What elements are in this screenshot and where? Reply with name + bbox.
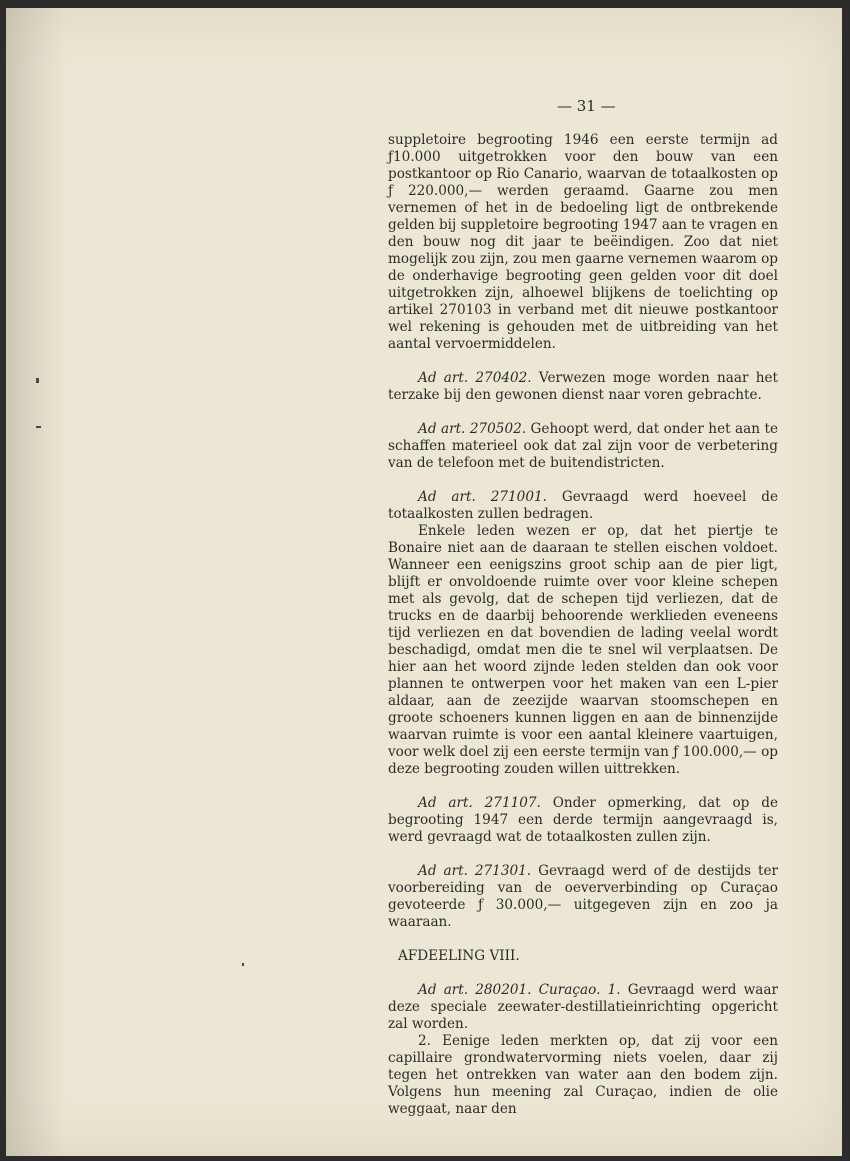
paragraph-1 <box>388 370 778 404</box>
text-column <box>388 132 778 1118</box>
paragraph-text: suppletoire begrooting 1946 een eerste termijn ad ƒ10.000 uitgetrokken voor den bouw van een postkantoor op Rio Canario, waarvan de totaalkosten op ƒ 220.000,— werden geraamd. Gaarne zou men vernemen of het in de bedoeling ligt de ontbrekende gelden bij suppletoire begrooting 1947 aan te vragen en den bouw nog dit jaar te beëindigen. Zoo dat niet mogelijk zou zijn, zou men gaarne vernemen waarom op de onderhavige begrooting geen gelden voor dit doel uitgetrokken zijn, alhoewel blijkens de toelichting op artikel 270103 in verband met dit nieuwe postkantoor wel rekening is gehouden met de uitbreiding van het aantal vervoermiddelen. <box>388 132 778 352</box>
paragraph-text: Enkele leden wezen er op, dat het piertje te Bonaire niet aan de daaraan te stellen eischen voldoet. Wanneer een eenigszins groot schip aan de pier ligt, blijft er onvoldoende ruimte over voor kleine schepen met als gevolg, dat de schepen tijd verliezen, dat de trucks en de daarbij behoorende werklieden eveneens tijd verliezen en dat bovendien de lading veelal wordt beschadigd, omdat men die te snel wil verplaatsen. De hier aan het woord zijnde leden stelden dan ook voor plannen te ontwerpen voor het maken van een L-pier aldaar, aan de zeezijde waarvan stoomschepen en groote schoeners kunnen liggen en aan de binnenzijde waarvan ruimte is voor een aantal kleinere vaartuigen, voor welk doel zij een eerste termijn van ƒ 100.000,— op deze begrooting zouden willen uittrekken. <box>388 523 778 777</box>
paragraph-5 <box>388 795 778 846</box>
article-ref: Ad art. 271107. <box>418 795 541 811</box>
paragraph-2 <box>388 421 778 472</box>
article-ref: Ad art. 270402. <box>418 370 532 386</box>
article-ref: Ad art. 270502. <box>418 421 527 437</box>
section-paragraph-0 <box>388 982 778 1033</box>
article-ref: Ad art. 271301. <box>418 863 532 879</box>
paragraph-4 <box>388 523 778 778</box>
paragraph-6 <box>388 863 778 931</box>
margin-mark-3 <box>242 963 244 966</box>
paragraph-text: Onder opmerking, dat op de begrooting 1947 een derde termijn aangevraagd is, werd gevraagd wat de totaalkosten zullen zijn. <box>388 795 778 845</box>
paragraph-3 <box>388 489 778 523</box>
article-ref: Ad art. 271001. <box>418 489 547 505</box>
paragraph-text: Verwezen moge worden naar het terzake bij den gewonen dienst naar voren gebrachte. <box>388 370 778 403</box>
paragraph-text: Gevraagd werd hoeveel de totaalkosten zullen bedragen. <box>388 489 778 522</box>
page-number: — 31 — <box>557 97 616 115</box>
paragraph-text: 2. Eenige leden merkten op, dat zij voor een capillaire grondwatervorming niets voelen, daar zij tegen het ontrekken van water aan den bodem zijn. Volgens hun meening zal Curaçao, indien de olie weggaat, naar den <box>388 1033 778 1117</box>
margin-mark-2 <box>36 426 41 428</box>
paragraph-text: Gevraagd werd waar deze speciale zeewater-destillatieinrichting opgericht zal worden. <box>388 982 778 1032</box>
article-ref: Ad art. 280201. Curaçao. 1. <box>418 982 621 998</box>
margin-mark-1 <box>36 378 39 383</box>
section-heading: AFDEELING VIII. <box>398 948 520 964</box>
paragraph-0 <box>388 132 778 353</box>
section-paragraph-1 <box>388 1033 778 1118</box>
paragraph-text: Gevraagd werd of de destijds ter voorbereiding van de oeververbinding op Curaçao gevoteerde ƒ 30.000,— uitgegeven zijn en zoo ja waaraan. <box>388 863 778 930</box>
binding-shadow <box>6 8 66 1156</box>
paragraph-text: Gehoopt werd, dat onder het aan te schaffen materieel ook dat zal zijn voor de verbetering van de telefoon met de buitendistricten. <box>388 421 778 471</box>
